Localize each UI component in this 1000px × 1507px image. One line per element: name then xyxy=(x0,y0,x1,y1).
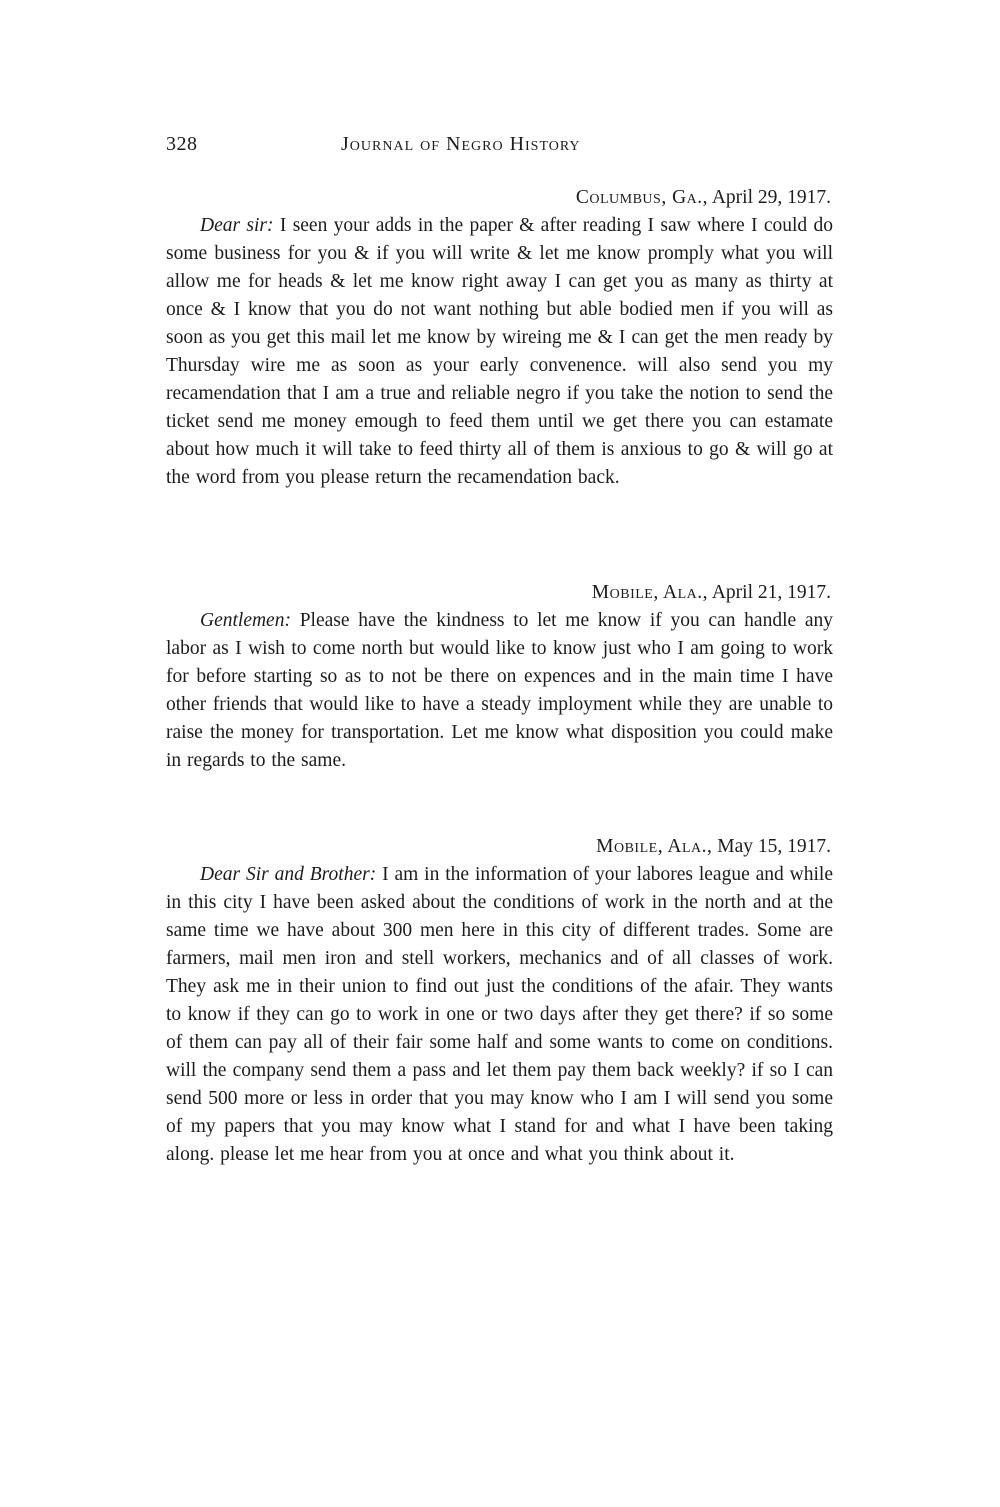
dateline-place: Mobile, Ala., xyxy=(596,836,713,857)
dateline-date: April 29, 1917. xyxy=(711,187,831,208)
salutation: Gentlemen: xyxy=(200,610,291,631)
dateline-place: Columbus, Ga., xyxy=(575,187,709,208)
running-title: Journal of Negro History xyxy=(341,133,581,155)
dateline-date: May 15, 1917. xyxy=(717,836,831,857)
dateline xyxy=(166,579,833,607)
letter-text: I seen your adds in the paper & after reading I saw where I could do some business for you & if you will write & let me know promply what you will allow me for heads & let me know right away I can get you as many as thirty at once & I know that you do not want nothing but able bodied men if you will as soon as you get this mail let me know by wireing me & I can get the men ready by Thursday wire me as soon as your early convenence. will also send you my recamendation that I am a true and reliable negro if you take the notion to send the ticket send me money emough to feed them until we get there you can estamate about how much it will take to feed thirty all of them is anxious to go & will go at the word from you please return the recamendation back. xyxy=(166,215,833,488)
letter-body xyxy=(166,861,833,1169)
letter-mobile-april xyxy=(166,579,833,775)
salutation: Dear sir: xyxy=(200,215,274,236)
page-number: 328 xyxy=(166,133,198,155)
letter-body xyxy=(166,212,833,492)
dateline-date: April 21, 1917. xyxy=(711,582,831,603)
dateline-place: Mobile, Ala., xyxy=(591,582,709,603)
letter-text: Please have the kindness to let me know if you can handle any labor as I wish to come north but would like to know just who I am going to work for before starting so as to not be there on expences and in the main time I have other friends that would like to have a steady imployment while they are unable to raise the money for transportation. Let me know what disposition you could make in regards to the same. xyxy=(166,610,834,771)
letter-body xyxy=(166,607,833,775)
letter-text: I am in the information of your labores league and while in this city I have been asked about the conditions of work in the north and at the same time we have about 300 men here in this city of different trades. Some are farmers, mail men iron and stell workers, mechanics and of all classes of work. They ask me in their union to find out just the conditions of the afair. They wants to know if they can go to work in one or two days after they get there? if so some of them can pay all of their fair some half and some wants to come on conditions. will the company send them a pass and let them pay them back weekly? if so I can send 500 more or less in order that you may know who I am I will send you some of my papers that you may know what I stand for and what I have been taking along. please let me hear from you at once and what you think about it. xyxy=(166,864,834,1165)
letter-mobile-may xyxy=(166,833,833,1169)
page-header xyxy=(166,133,833,163)
dateline xyxy=(166,184,833,212)
salutation: Dear Sir and Brother: xyxy=(200,864,377,885)
dateline xyxy=(166,833,833,861)
letter-columbus xyxy=(166,184,833,492)
